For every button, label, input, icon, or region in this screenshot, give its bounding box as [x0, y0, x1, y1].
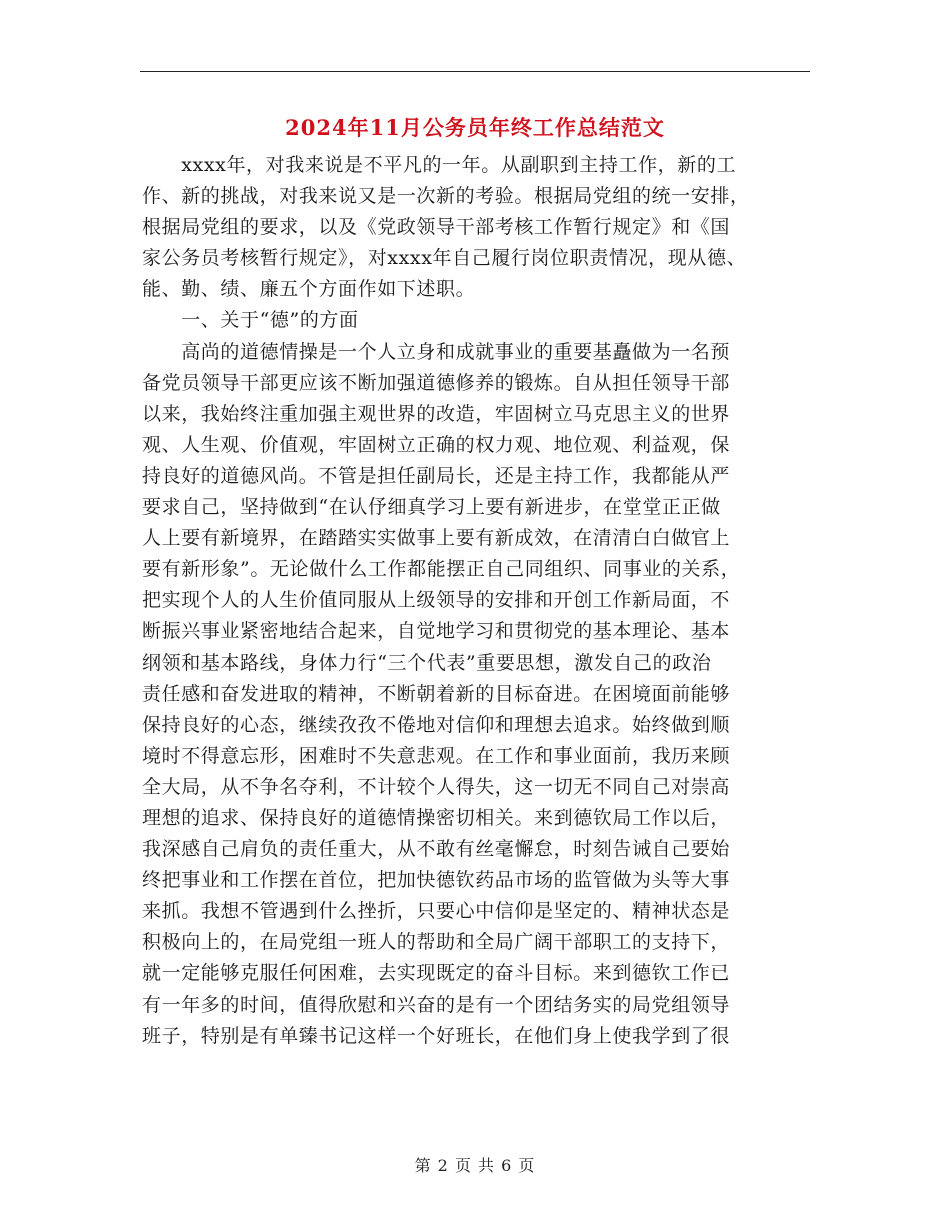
text-line: 观、人生观、价值观，牢固树立正确的权力观、地位观、利益观，保 [142, 433, 731, 456]
text-line: 有一年多的时间，值得欣慰和兴奋的是有一个团结务实的局党组领导 [142, 993, 731, 1016]
text-line: 纲领和基本路线，身体力行“三个代表”重要思想，激发自己的政治 [142, 651, 712, 674]
text-line: 境时不得意忘形，困难时不失意悲观。在工作和事业面前，我历来顾 [142, 744, 731, 767]
text-line: xxxx年，对我来说是不平凡的一年。从副职到主持工作，新的工 [142, 154, 737, 176]
text-line: 责任感和奋发进取的精神，不断朝着新的目标奋进。在困境面前能够 [142, 682, 731, 705]
document-title: 2024年11月公务员年终工作总结范文 [285, 115, 665, 140]
text-line: 断振兴事业紧密地结合起来，自觉地学习和贯彻党的基本理论、基本 [142, 620, 731, 643]
page-number: 第 2 页 共 6 页 [414, 1156, 536, 1175]
text-line: 保持良好的心态，继续孜孜不倦地对信仰和理想去追求。始终做到顺 [142, 713, 731, 736]
header-rule [140, 71, 810, 72]
text-line: 人上要有新境界，在踏踏实实做事上要有新成效，在清清白白做官上 [142, 527, 731, 550]
text-line: 就一定能够克服任何困难，去实现既定的奋斗目标。来到德钦工作已 [142, 962, 731, 985]
text-line: 作、新的挑战，对我来说又是一次新的考验。根据局党组的统一安排， [142, 185, 750, 208]
text-line: 高尚的道德情操是一个人立身和成就事业的重要基矗做为一名预 [142, 340, 731, 363]
text-line: 根据局党组的要求，以及《党政领导干部考核工作暂行规定》和《国 [142, 216, 731, 239]
text-line: 一、关于“德”的方面 [142, 309, 359, 332]
text-line: 备党员领导干部更应该不断加强道德修养的锻炼。自从担任领导干部 [142, 371, 731, 394]
text-line: 要求自己，坚持做到“在认伃细真学习上要有新进步，在堂堂正正做 [142, 496, 721, 519]
text-line: 家公务员考核暂行规定》，对xxxx年自己履行岗位职责情况，现从德、 [142, 247, 747, 270]
text-line: 我深感自己肩负的责任重大，从不敢有丝毫懈怠，时刻告诫自己要始 [142, 838, 731, 861]
text-line: 理想的追求、保持良好的道德情操密切相关。来到德钦局工作以后， [142, 806, 731, 829]
text-line: 积极向上的，在局党组一班人的帮助和全局广阔干部职工的支持下， [142, 931, 731, 954]
text-line: 持良好的道德风尚。不管是担任副局长，还是主持工作，我都能从严 [142, 464, 731, 487]
text-line: 要有新形象”。无论做什么工作都能摆正自己同组织、同事业的关系， [142, 558, 741, 581]
text-line: 全大局，从不争名夺利，不计较个人得失，这一切无不同自己对崇高 [142, 775, 731, 798]
text-line: 班子，特别是有单臻书记这样一个好班长，在他们身上使我学到了很 [142, 1024, 731, 1047]
text-line: 以来，我始终注重加强主观世界的改造，牢固树立马克思主义的世界 [142, 402, 731, 425]
text-line: 终把事业和工作摆在首位，把加快德钦药品市场的监管做为头等大事 [142, 869, 731, 892]
document-body [142, 150, 810, 1052]
text-line: 把实现个人的人生价值同服从上级领导的安排和开创工作新局面，不 [142, 589, 731, 612]
text-line: 能、勤、绩、廉五个方面作如下述职。 [142, 278, 476, 301]
text-line: 来抓。我想不管遇到什么挫折，只要心中信仰是坚定的、精神状态是 [142, 900, 731, 923]
